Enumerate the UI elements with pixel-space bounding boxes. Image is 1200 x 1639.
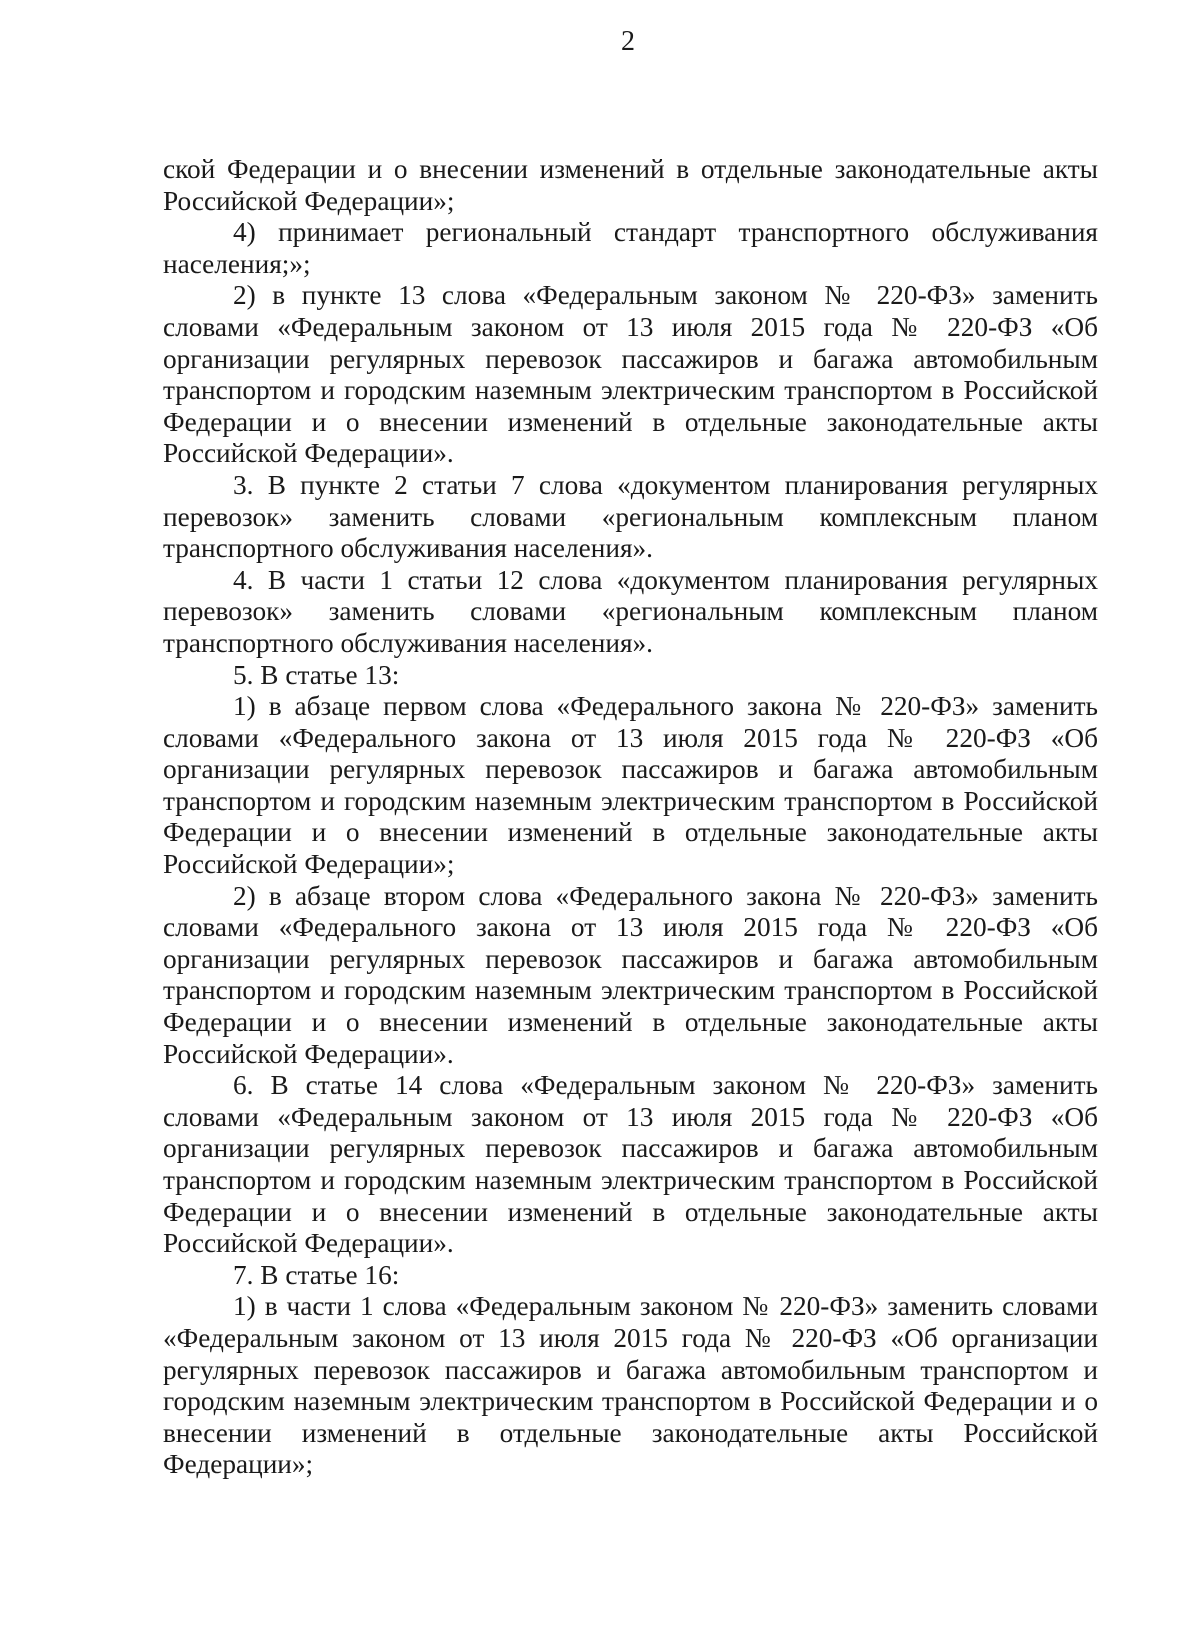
document-body (163, 154, 1098, 1481)
paragraph-continuation: ской Федерации и о внесении изменений в отдельные законодательные акты Российской Федерации»; (163, 154, 1098, 216)
paragraph-item-4: 4) принимает региональный стандарт транспортного обслуживания населения;»; (163, 217, 1098, 279)
paragraph-section-3: 3. В пункте 2 статьи 7 слова «документом планирования регулярных перевозок» заменить словами «региональным комплексным планом транспортного обслуживания населения». (163, 469, 1098, 564)
paragraph-subitem-2-point-13: 2) в пункте 13 слова «Федеральным законом № 220-ФЗ» заменить словами «Федеральным законом от 13 июля 2015 года № 220-ФЗ «Об организации регулярных перевозок пассажиров и багажа автомобильным транспортом и городским наземным электрическим транспортом в Российской Федерации и о внесении изменений в отдельные законодательные акты Российской Федерации». (163, 280, 1098, 469)
page-number: 2 (621, 26, 635, 57)
paragraph-section-5-item-2: 2) в абзаце втором слова «Федерального закона № 220-ФЗ» заменить словами «Федерального закона от 13 июля 2015 года № 220-ФЗ «Об организации регулярных перевозок пассажиров и багажа автомобильным транспортом и городским наземным электрическим транспортом в Российской Федерации и о внесении изменений в отдельные законодательные акты Российской Федерации». (163, 880, 1098, 1069)
paragraph-section-6: 6. В статье 14 слова «Федеральным законом № 220-ФЗ» заменить словами «Федеральным законом от 13 июля 2015 года № 220-ФЗ «Об организации регулярных перевозок пассажиров и багажа автомобильным транспортом и городским наземным электрическим транспортом в Российской Федерации и о внесении изменений в отдельные законодательные акты Российской Федерации». (163, 1070, 1098, 1259)
paragraph-section-7-item-1: 1) в части 1 слова «Федеральным законом № 220-ФЗ» заменить словами «Федеральным законом от 13 июля 2015 года № 220-ФЗ «Об организации регулярных перевозок пассажиров и багажа автомобильным транспортом и городским наземным электрическим транспортом в Российской Федерации и о внесении изменений в отдельные законодательные акты Российской Федерации»; (163, 1291, 1098, 1480)
paragraph-section-5-item-1: 1) в абзаце первом слова «Федерального закона № 220-ФЗ» заменить словами «Федерального закона от 13 июля 2015 года № 220-ФЗ «Об организации регулярных перевозок пассажиров и багажа автомобильным транспортом и городским наземным электрическим транспортом в Российской Федерации и о внесении изменений в отдельные законодательные акты Российской Федерации»; (163, 691, 1098, 880)
paragraph-section-5-heading: 5. В статье 13: (233, 659, 400, 690)
paragraph-section-4: 4. В части 1 статьи 12 слова «документом планирования регулярных перевозок» заменить словами «региональным комплексным планом транспортного обслуживания населения». (163, 564, 1098, 658)
paragraph-section-7-heading: 7. В статье 16: (233, 1259, 400, 1290)
